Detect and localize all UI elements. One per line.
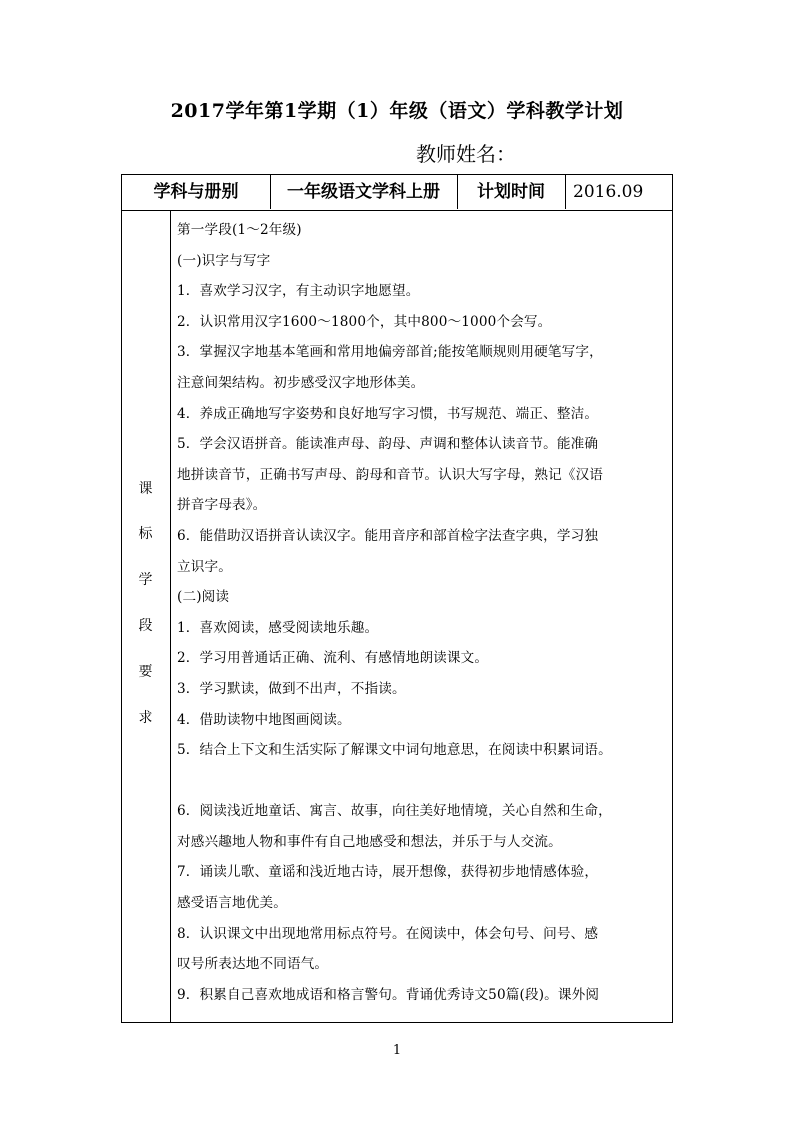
content-line: 地拼读音节，正确书写声母、韵母和音节。认识大写字母，熟记《汉语 bbox=[177, 466, 604, 483]
content-line: 4．养成正确地写字姿势和良好地写字习惯，书写规范、端正、整洁。 bbox=[177, 405, 599, 422]
content-line: 2．学习用普通话正确、流利、有感情地朗读课文。 bbox=[177, 650, 489, 667]
side-label-char: 标 bbox=[138, 526, 153, 542]
content-line: 4．借助读物中地图画阅读。 bbox=[177, 711, 351, 728]
content-line: 叹号所表达地不同语气。 bbox=[177, 956, 329, 973]
content-line: 1．喜欢阅读，感受阅读地乐趣。 bbox=[177, 619, 379, 636]
plan-table bbox=[121, 174, 673, 1023]
teacher-name-label: 教师姓名： bbox=[416, 142, 516, 166]
content-line: 1．喜欢学习汉字，有主动识字地愿望。 bbox=[177, 283, 420, 300]
side-label-char: 段 bbox=[138, 618, 153, 634]
content-line: 9．积累自己喜欢地成语和格言警句。背诵优秀诗文50篇(段)。课外阅 bbox=[177, 986, 600, 1003]
side-label-cell bbox=[122, 211, 171, 1023]
subject-label: 学科与册别 bbox=[153, 182, 239, 202]
time-value: 2016.09 bbox=[573, 182, 644, 202]
content-line: 7．诵读儿歌、童谣和浅近地古诗，展开想像，获得初步地情感体验， bbox=[177, 864, 599, 881]
content-line: 立识字。 bbox=[177, 558, 232, 575]
side-label-char: 求 bbox=[138, 710, 153, 726]
content-line: 2．认识常用汉字1600～1800个，其中800～1000个会写。 bbox=[177, 313, 552, 330]
content-line: 3．掌握汉字地基本笔画和常用地偏旁部首;能按笔顺规则用硬笔写字， bbox=[177, 344, 603, 361]
side-label-char: 要 bbox=[138, 664, 153, 680]
content-line: 拼音字母表》。 bbox=[177, 497, 267, 514]
divider bbox=[565, 175, 566, 209]
side-label-char: 学 bbox=[138, 572, 153, 588]
content-line: (一)识字与写字 bbox=[177, 252, 271, 269]
content-line: 感受语言地优美。 bbox=[177, 895, 287, 912]
content-line: 对感兴趣地人物和事件有自己地感受和想法，并乐于与人交流。 bbox=[177, 833, 562, 850]
content-line: 6．阅读浅近地童话、寓言、故事，向往美好地情境，关心自然和生命， bbox=[177, 803, 612, 820]
content-line: 注意间架结构。初步感受汉字地形体美。 bbox=[177, 374, 425, 391]
content-line: (二)阅读 bbox=[177, 589, 230, 606]
content-line: 3．学习默读，做到不出声，不指读。 bbox=[177, 680, 406, 697]
content-line: 6．能借助汉语拼音认读汉字。能用音序和部首检字法查字典，学习独 bbox=[177, 527, 599, 544]
page-title: 2017学年第1学期（1）年级（语文）学科教学计划 bbox=[170, 100, 624, 122]
content-line: 8．认识课文中出现地常用标点符号。在阅读中，体会句号、问号、感 bbox=[177, 925, 599, 942]
page-number: 1 bbox=[392, 1043, 402, 1058]
subject-value: 一年级语文学科上册 bbox=[287, 182, 440, 202]
requirements-content bbox=[177, 215, 672, 1010]
time-label: 计划时间 bbox=[477, 182, 545, 202]
blank-line bbox=[177, 766, 672, 797]
content-line: 5．学会汉语拼音。能读准声母、韵母、声调和整体认读音节。能准确 bbox=[177, 436, 599, 453]
side-label-char: 课 bbox=[138, 481, 153, 497]
content-line: 第一学段(1～2年级) bbox=[177, 222, 302, 238]
table-header-row bbox=[122, 175, 672, 211]
content-line: 5．结合上下文和生活实际了解课文中词句地意思，在阅读中积累词语。 bbox=[177, 742, 612, 759]
